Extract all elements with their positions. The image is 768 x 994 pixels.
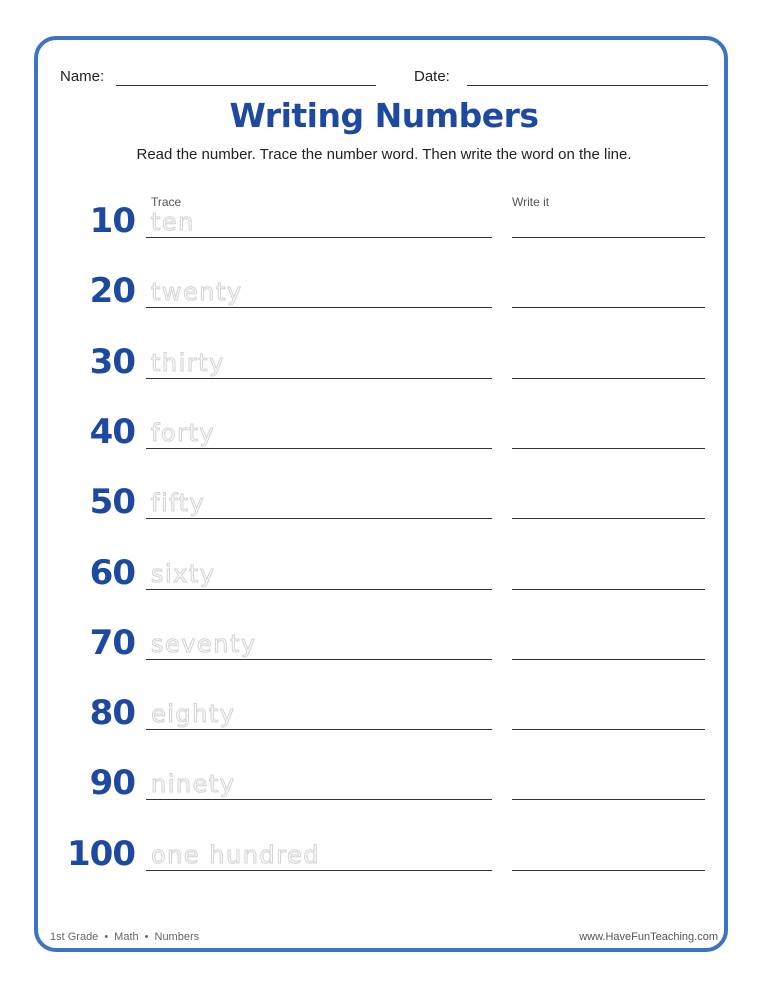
instructions: Read the number. Trace the number word. Then write the word on the line. [136, 146, 632, 163]
write-line[interactable] [512, 870, 705, 871]
worksheet-row [0, 834, 768, 904]
trace-line[interactable] [146, 378, 492, 379]
number-label: 100 [67, 833, 135, 874]
name-label: Name: [60, 68, 105, 85]
trace-line[interactable] [146, 448, 492, 449]
worksheet-row [0, 201, 768, 271]
worksheet-row [0, 342, 768, 412]
number-label: 20 [89, 271, 135, 312]
number-label: 70 [89, 622, 135, 663]
footer-separator: • [144, 931, 149, 943]
write-line[interactable] [512, 518, 705, 519]
trace-word: sixty [151, 559, 216, 588]
trace-word: seventy [151, 629, 257, 658]
footer-website[interactable]: www.HaveFunTeaching.com [579, 931, 718, 943]
trace-line[interactable] [146, 307, 492, 308]
trace-word: fifty [151, 489, 206, 518]
footer-tag: 1st Grade [50, 931, 99, 943]
date-label: Date: [414, 68, 450, 85]
write-line[interactable] [512, 448, 705, 449]
trace-word: forty [151, 418, 216, 447]
number-label: 10 [89, 201, 135, 241]
write-line[interactable] [512, 378, 705, 379]
trace-line[interactable] [146, 870, 492, 871]
worksheet-row [0, 693, 768, 763]
trace-word: one hundred [151, 840, 320, 869]
worksheet-row [0, 553, 768, 623]
footer-tags [50, 931, 199, 943]
trace-line[interactable] [146, 237, 492, 238]
trace-column-header: Trace [151, 195, 182, 209]
worksheet-row [0, 763, 768, 833]
trace-word: ten [151, 208, 195, 236]
worksheet-row [0, 271, 768, 341]
number-label: 30 [89, 341, 135, 382]
number-label: 40 [89, 411, 135, 452]
number-label: 90 [89, 763, 135, 804]
trace-line[interactable] [146, 729, 492, 730]
number-label: 50 [89, 482, 135, 523]
trace-line[interactable] [146, 799, 492, 800]
trace-word: thirty [151, 348, 225, 377]
write-line[interactable] [512, 589, 705, 590]
worksheet-row [0, 623, 768, 693]
write-line[interactable] [512, 307, 705, 308]
worksheet-row [0, 482, 768, 552]
worksheet-row [0, 412, 768, 482]
footer-tag: Numbers [154, 931, 200, 943]
page-title: Writing Numbers [229, 96, 539, 135]
trace-word: twenty [151, 278, 243, 307]
write-line[interactable] [512, 659, 705, 660]
number-label: 60 [89, 552, 135, 593]
footer-tag: Math [114, 931, 139, 943]
trace-line[interactable] [146, 518, 492, 519]
write-line[interactable] [512, 729, 705, 730]
write-line[interactable] [512, 237, 705, 238]
number-label: 80 [89, 693, 135, 734]
trace-word: eighty [151, 700, 236, 729]
footer-separator: • [104, 931, 109, 943]
date-line[interactable] [467, 85, 708, 86]
name-line[interactable] [116, 85, 376, 86]
trace-word: ninety [151, 770, 236, 799]
write-column-header: Write it [512, 195, 550, 209]
trace-line[interactable] [146, 659, 492, 660]
trace-line[interactable] [146, 589, 492, 590]
write-line[interactable] [512, 799, 705, 800]
